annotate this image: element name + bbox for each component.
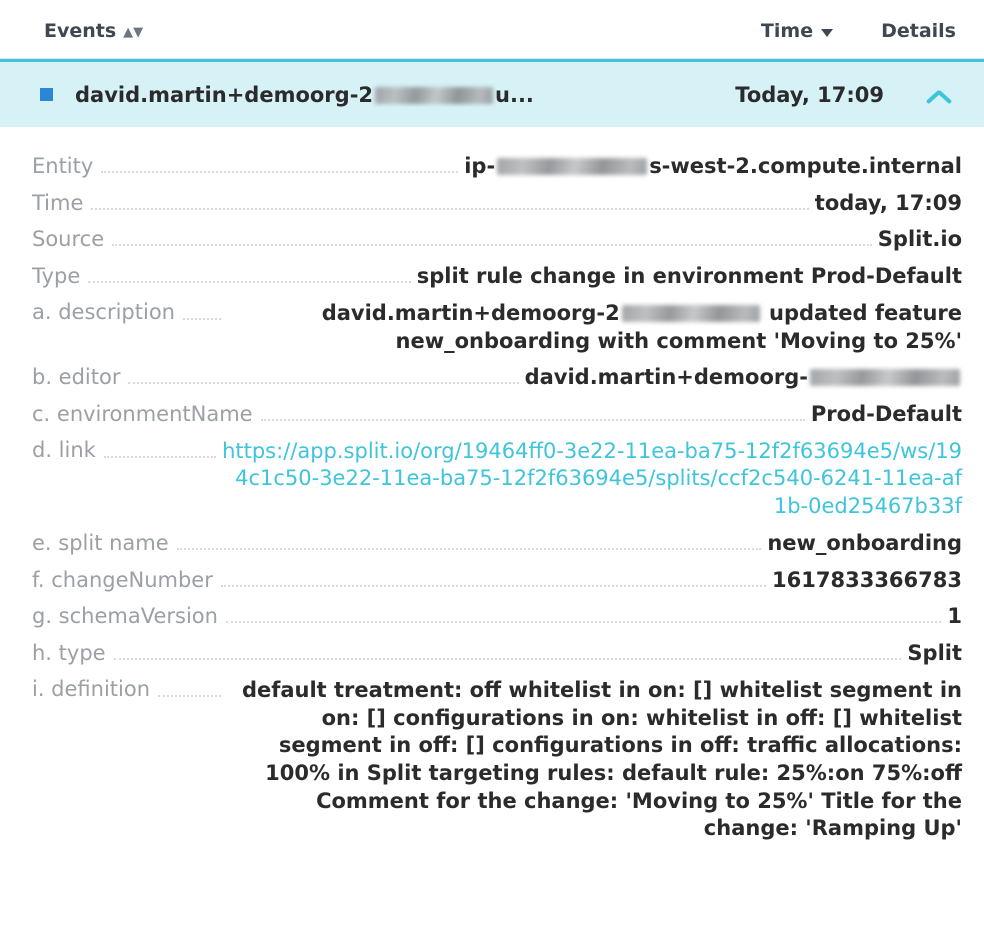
detail-label: d. link	[32, 437, 96, 462]
detail-link[interactable]: https://app.split.io/org/19464ff0-3e22-11ea-ba75-12f2f63694e5/ws/194c1c50-3e22-11ea-ba75-12f2f63694e5/splits/ccf2c540-6241-11ea-af1b-0ed25467b33f	[222, 438, 962, 519]
detail-dot-leader	[101, 170, 458, 173]
detail-row	[32, 190, 962, 218]
detail-label: Entity	[32, 154, 94, 178]
detail-label: g. schemaVersion	[32, 604, 218, 629]
chevron-up-icon[interactable]	[926, 82, 952, 108]
detail-row	[32, 263, 962, 291]
detail-dot-leader	[88, 280, 411, 283]
detail-dot-leader	[128, 381, 518, 384]
sort-updown-icon[interactable]: ▲▼	[123, 24, 144, 40]
detail-value-prefix: david.martin+demoorg-2	[321, 300, 620, 325]
blue-square-icon	[40, 88, 53, 101]
detail-value: split rule change in environment Prod-Default	[416, 264, 962, 289]
detail-value: default treatment: off whitelist in on: [] whitelist segment in on: [] configurations in on: whitelist in off: [] whitelist segment in off: [] configurations in off: traffic allocations: 100% in Split targeting rules: default rule: 25%:on 75%:off Comment for the change: 'Moving to 25%' Title for the change: 'Ramping Up'	[241, 677, 962, 841]
detail-dot-leader	[112, 243, 872, 246]
detail-value	[464, 153, 962, 181]
detail-label: Source	[32, 227, 105, 252]
detail-dot-leader	[104, 455, 216, 458]
detail-label: h. type	[32, 641, 106, 666]
detail-label: e. split name	[32, 530, 169, 555]
detail-label: i. definition	[32, 676, 151, 701]
detail-value	[525, 364, 962, 392]
detail-row	[32, 567, 962, 595]
detail-value-prefix: ip-	[464, 154, 496, 178]
column-header-details[interactable]	[881, 20, 956, 42]
detail-value: 1	[947, 604, 962, 629]
time-column-label: Time	[760, 20, 814, 42]
detail-row	[32, 364, 962, 392]
detail-label: Type	[32, 264, 81, 289]
detail-dot-leader	[261, 418, 805, 421]
details-column-label: Details	[881, 20, 956, 42]
detail-dot-leader	[91, 207, 808, 210]
detail-value-prefix: david.martin+demoorg-	[524, 365, 808, 390]
detail-value-suffix: s-west-2.compute.internal	[649, 154, 962, 178]
detail-value: today, 17:09	[814, 190, 962, 215]
detail-row	[32, 401, 962, 429]
detail-dot-leader	[221, 584, 766, 587]
detail-label: f. changeNumber	[32, 567, 213, 592]
detail-label: c. environmentName	[32, 402, 253, 427]
event-title-suffix: u...	[495, 82, 534, 107]
detail-label: a. description	[32, 299, 175, 324]
event-time: Today, 17:09	[735, 82, 884, 107]
detail-value: Split	[907, 641, 962, 666]
detail-row	[32, 677, 962, 843]
events-column-label: Events	[44, 20, 117, 42]
detail-row	[32, 530, 962, 558]
detail-value: Split.io	[877, 227, 962, 252]
detail-row	[32, 226, 962, 254]
detail-value-suffix: updated feature new_onboarding with comment 'Moving to 25%'	[395, 300, 962, 353]
detail-row	[32, 300, 962, 355]
detail-dot-leader	[177, 547, 762, 550]
redacted-text-icon	[810, 369, 960, 386]
redacted-text-icon	[375, 87, 493, 104]
detail-label: b. editor	[32, 365, 121, 390]
detail-value: Prod-Default	[810, 402, 962, 427]
detail-dot-leader	[183, 317, 221, 320]
detail-label: Time	[32, 190, 84, 215]
event-row-selected[interactable]	[0, 59, 984, 127]
column-header-events[interactable]	[44, 20, 761, 42]
event-detail-table	[0, 127, 984, 852]
redacted-text-icon	[622, 305, 760, 322]
detail-value	[227, 300, 962, 355]
detail-row	[32, 438, 962, 521]
events-list-header	[0, 0, 984, 59]
detail-dot-leader	[158, 694, 221, 697]
detail-dot-leader	[226, 620, 941, 623]
event-title	[75, 83, 735, 107]
detail-dot-leader	[114, 657, 902, 660]
caret-down-icon[interactable]	[821, 29, 833, 37]
detail-row	[32, 603, 962, 631]
detail-row	[32, 640, 962, 668]
event-title-prefix: david.martin+demoorg-2	[75, 82, 374, 107]
detail-value: new_onboarding	[767, 530, 962, 555]
column-header-time[interactable]	[761, 20, 833, 42]
detail-row	[32, 153, 962, 181]
detail-value: 1617833366783	[772, 567, 962, 592]
redacted-text-icon	[497, 158, 647, 175]
